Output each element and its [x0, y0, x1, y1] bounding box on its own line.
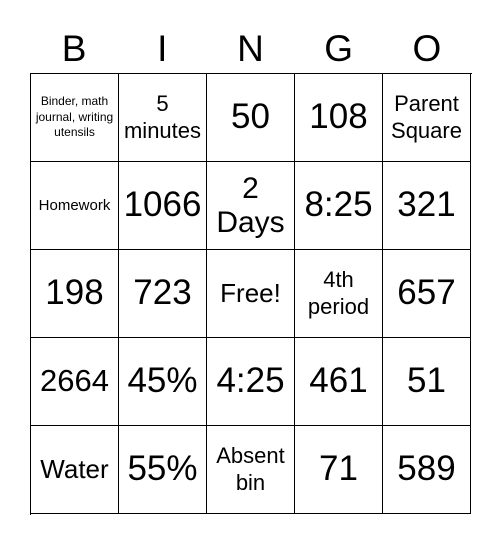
bingo-cell-r2-c1[interactable]: 723 [119, 250, 207, 338]
bingo-cell-r3-c0[interactable]: 2664 [31, 338, 119, 426]
bingo-cell-r4-c3[interactable]: 71 [295, 426, 383, 514]
header-letter-o: O [412, 27, 442, 69]
bingo-board [30, 73, 472, 515]
bingo-cell-r2-c0[interactable]: 198 [31, 250, 119, 338]
bingo-cell-r1-c4[interactable]: 321 [383, 162, 471, 250]
header-letter-g: G [324, 27, 354, 69]
bingo-cell-r0-c4[interactable]: Parent Square [383, 74, 471, 162]
bingo-cell-r4-c0[interactable]: Water [31, 426, 119, 514]
header-letter-n: N [237, 27, 264, 69]
bingo-cell-r1-c3[interactable]: 8:25 [295, 162, 383, 250]
bingo-cell-r4-c1[interactable]: 55% [119, 426, 207, 514]
bingo-cell-r4-c4[interactable]: 589 [383, 426, 471, 514]
bingo-cell-r0-c3[interactable]: 108 [295, 74, 383, 162]
bingo-cell-r3-c4[interactable]: 51 [383, 338, 471, 426]
bingo-cell-r3-c3[interactable]: 461 [295, 338, 383, 426]
bingo-cell-r2-c3[interactable]: 4th period [295, 250, 383, 338]
bingo-cell-r3-c1[interactable]: 45% [119, 338, 207, 426]
bingo-cell-r1-c0[interactable]: Homework [31, 162, 119, 250]
header-letter-i: I [157, 27, 168, 69]
bingo-cell-r0-c2[interactable]: 50 [207, 74, 295, 162]
bingo-cell-r2-c4[interactable]: 657 [383, 250, 471, 338]
header-letter-b: B [61, 27, 87, 69]
bingo-cell-free[interactable]: Free! [207, 250, 295, 338]
bingo-cell-r0-c1[interactable]: 5 minutes [119, 74, 207, 162]
bingo-cell-r4-c2[interactable]: Absent bin [207, 426, 295, 514]
bingo-cell-r1-c2[interactable]: 2 Days [207, 162, 295, 250]
bingo-header [30, 26, 471, 70]
bingo-cell-r0-c0[interactable]: Binder, math journal, writing utensils [31, 74, 119, 162]
bingo-cell-r1-c1[interactable]: 1066 [119, 162, 207, 250]
bingo-cell-r3-c2[interactable]: 4:25 [207, 338, 295, 426]
